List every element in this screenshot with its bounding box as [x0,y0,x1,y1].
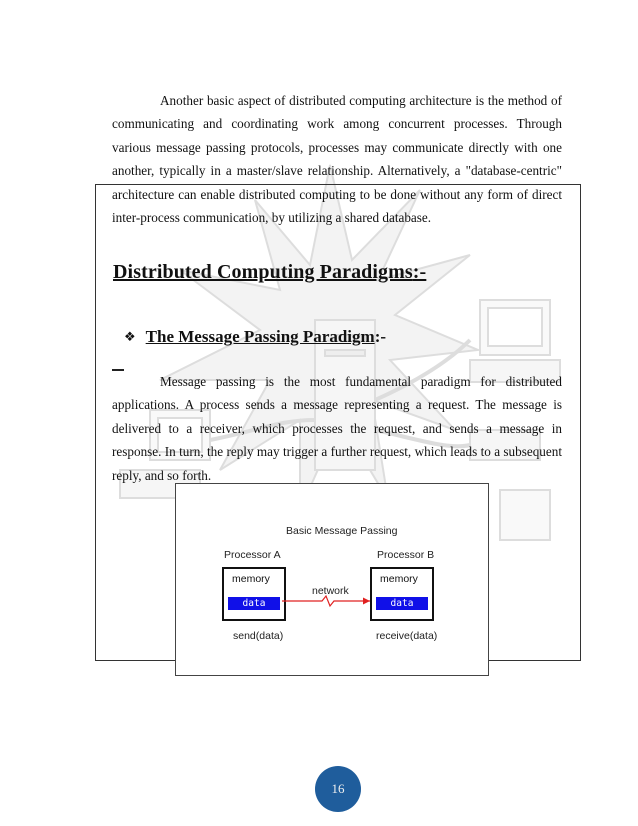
heading-main-text: Distributed Computing Paradigms [113,261,413,283]
processor-a-label: Processor A [224,549,281,561]
heading-sub-text: The Message Passing Paradigm [145,327,375,346]
processor-b-label: Processor B [377,549,435,561]
diagram-title: Basic Message Passing [286,525,398,537]
heading-main-suffix: :- [412,261,427,283]
network-label: network [312,585,349,597]
send-label: send(data) [233,630,284,642]
heading-distributed-computing-paradigms [113,261,426,284]
page-number-badge: 16 [315,766,361,812]
receive-label: receive(data) [376,630,438,642]
heading-sub-suffix: :- [374,327,387,346]
intro-paragraph-text: Another basic aspect of distributed computing architecture is the method of communicating and coordinating work among concurrent processes. Through various message passing protocols, processes may communicate directly with one another, typically in a master/slave relationship. Alternatively, a "database-centric" architecture can enable distributed computing to be done without any form of direct inter-process communication, by utilizing a shared database. [112,93,562,226]
diamond-bullet-icon: ❖ [124,330,136,345]
message-paragraph-text: Message passing is the most fundamental paradigm for distributed applications. A process sends a message representing a request. The message is delivered to a receiver, which processes the request, and sends a message in response. In turn, the reply may trigger a further request, which leads to a subsequent reply, and so forth. [112,374,562,483]
intro-paragraph [112,89,562,229]
memory-a-label: memory [232,573,270,585]
network-arrow [176,484,490,677]
memory-b-label: memory [380,573,418,585]
data-b-block: data [376,597,428,610]
data-a-block: data [228,597,280,610]
heading-message-passing-paradigm [124,327,386,347]
message-paragraph [112,370,562,487]
message-passing-diagram [175,483,489,676]
